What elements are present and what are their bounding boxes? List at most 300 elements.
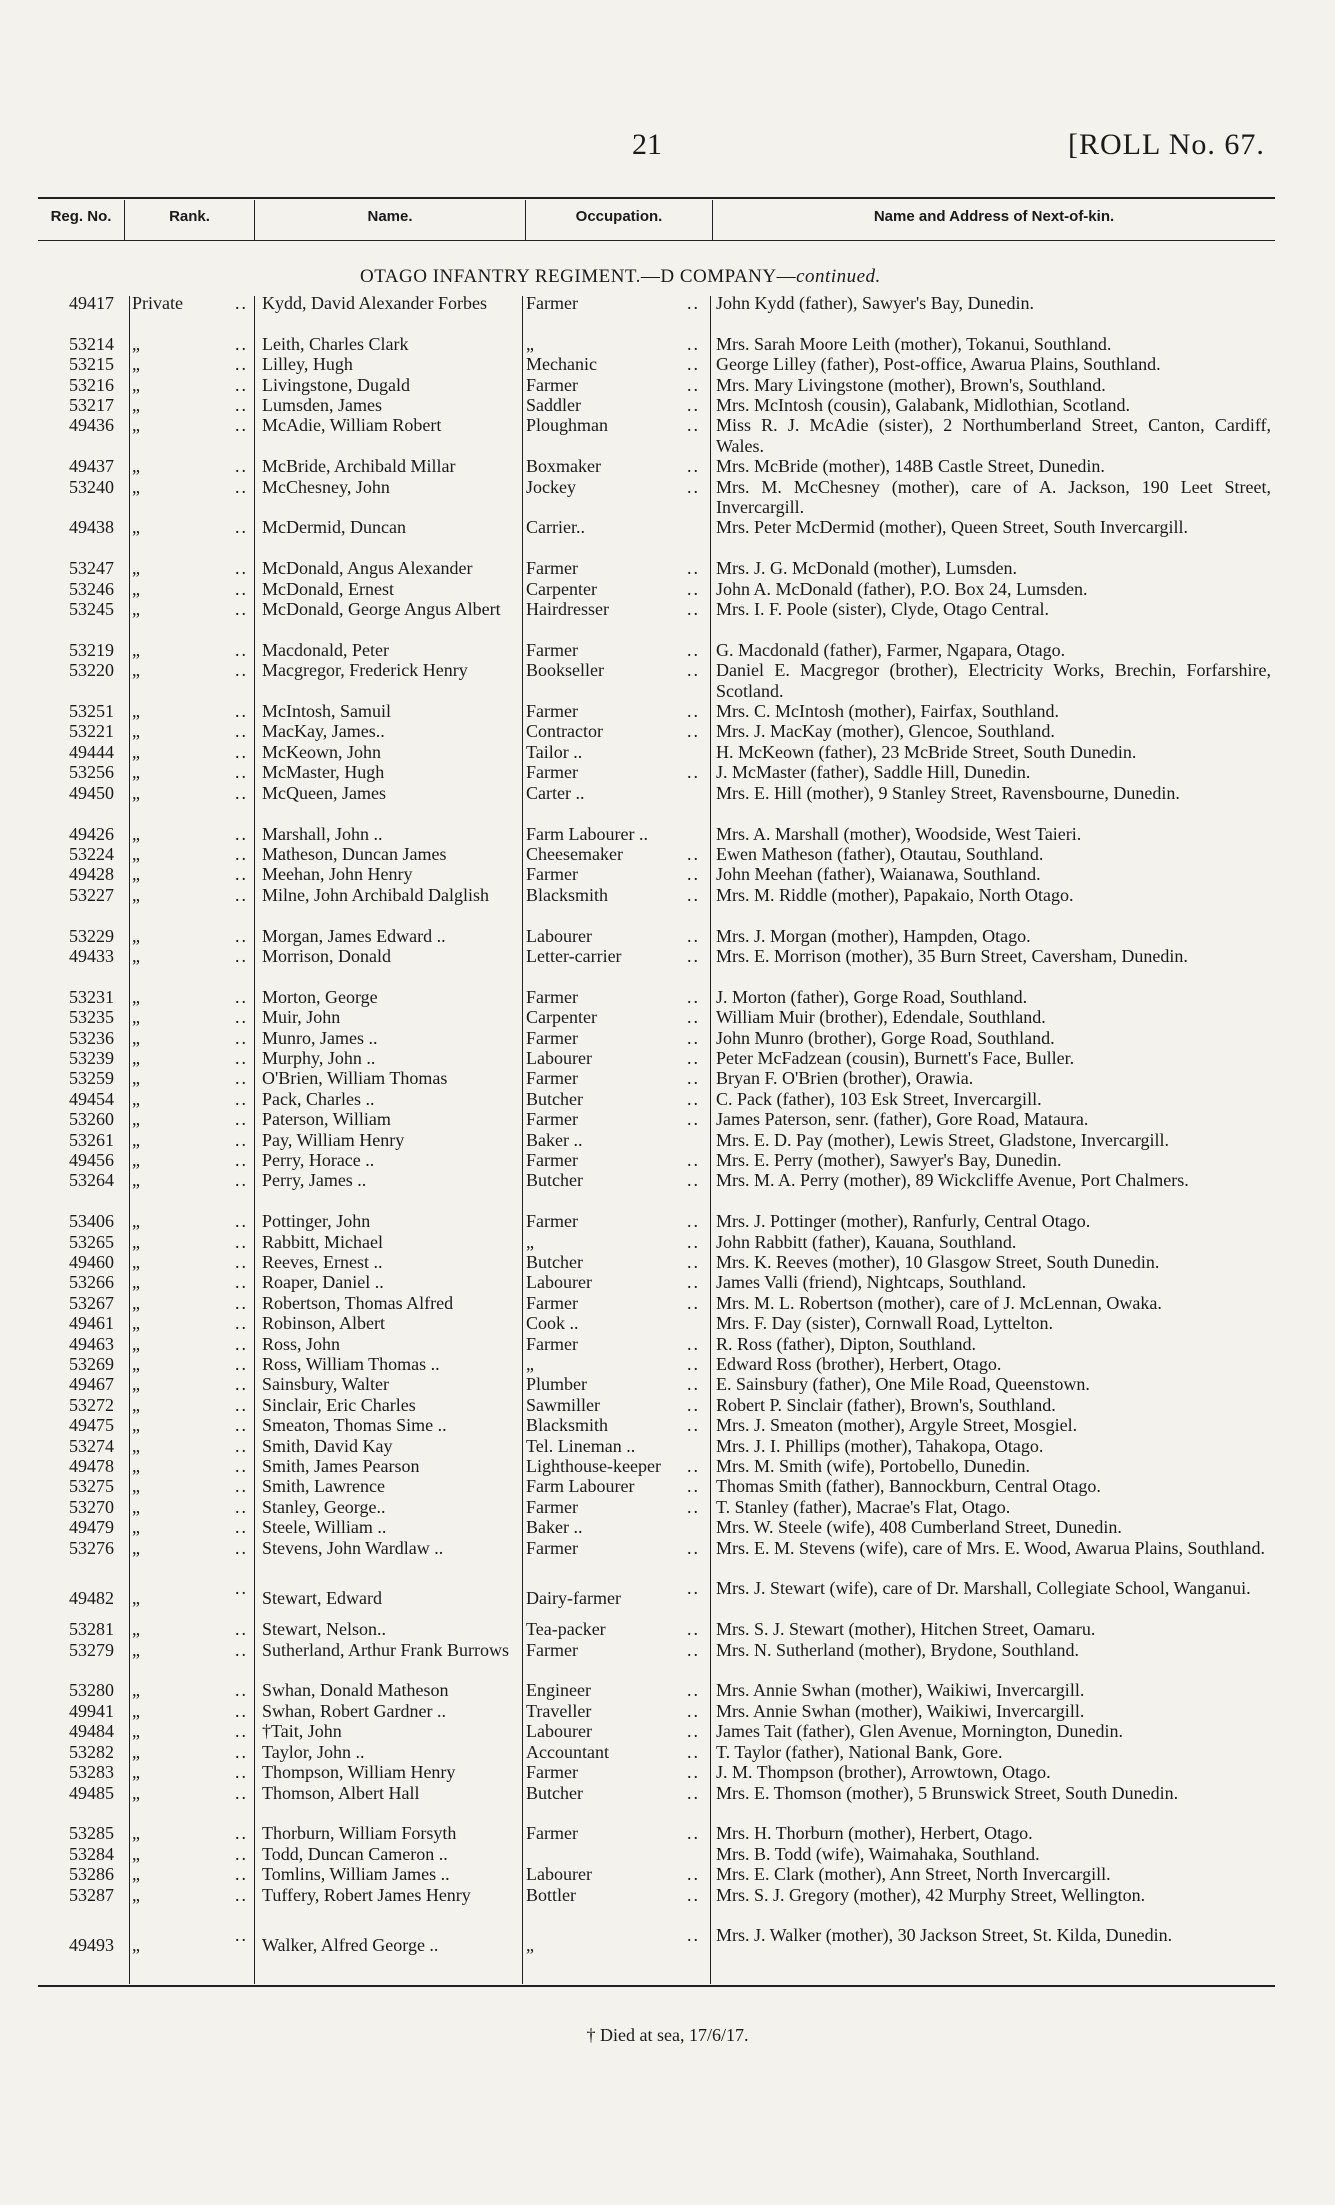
kin-cell bbox=[706, 456, 1275, 476]
kin-cell-text: Mrs. J. I. Phillips (mother), Tahakopa, Otago. bbox=[716, 1435, 1044, 1456]
table-row bbox=[38, 1007, 1275, 1027]
rank-cell bbox=[124, 293, 254, 334]
table-row bbox=[38, 375, 1275, 395]
leader-dots: .. bbox=[687, 578, 700, 599]
leader-dots: .. bbox=[235, 1925, 248, 1946]
occupation-cell bbox=[518, 1864, 706, 1884]
rank-cell-text: „ bbox=[132, 1823, 140, 1844]
rank-cell-text: „ bbox=[132, 1476, 140, 1497]
kin-cell-text: Mrs. W. Steele (wife), 408 Cumberland Street, Dunedin. bbox=[716, 1517, 1122, 1538]
rank-cell-text: „ bbox=[132, 1374, 140, 1395]
leader-dots: .. bbox=[235, 1415, 248, 1436]
kin-cell-text: C. Pack (father), 103 Esk Street, Invercargill. bbox=[716, 1088, 1042, 1109]
occupation-cell-text: Labourer bbox=[526, 1721, 592, 1742]
reg-number-cell bbox=[38, 701, 124, 721]
name-cell bbox=[254, 1925, 518, 1966]
rank-cell bbox=[124, 477, 254, 518]
occupation-cell bbox=[518, 1476, 706, 1496]
reg-number-cell bbox=[38, 1517, 124, 1537]
name-cell-text: Morrison, Donald bbox=[262, 945, 391, 966]
name-cell-text: McAdie, William Robert bbox=[262, 415, 442, 436]
col-header-reg: Reg. No. bbox=[50, 208, 112, 225]
name-cell-text: Reeves, Ernest .. bbox=[262, 1251, 383, 1272]
occupation-cell bbox=[518, 456, 706, 476]
leader-dots: .. bbox=[235, 1537, 248, 1558]
kin-cell-text: Ewen Matheson (father), Otautau, Southland. bbox=[716, 843, 1044, 864]
name-cell bbox=[254, 721, 518, 741]
rank-cell bbox=[124, 701, 254, 721]
kin-cell bbox=[706, 864, 1275, 884]
occupation-cell bbox=[518, 640, 706, 660]
occupation-cell bbox=[518, 1640, 706, 1681]
table-row bbox=[38, 701, 1275, 721]
leader-dots: .. bbox=[687, 1619, 700, 1640]
reg-number-cell bbox=[38, 1211, 124, 1231]
rank-cell bbox=[124, 1864, 254, 1884]
kin-cell bbox=[706, 1068, 1275, 1088]
occupation-cell bbox=[518, 1823, 706, 1843]
reg-number-cell bbox=[38, 1293, 124, 1313]
kin-cell-text: Mrs. H. Thorburn (mother), Herbert, Otago. bbox=[716, 1823, 1033, 1844]
reg-number-cell-text: 49433 bbox=[69, 945, 114, 966]
leader-dots: .. bbox=[235, 1578, 248, 1599]
reg-number-cell-text: 53219 bbox=[69, 639, 114, 660]
kin-cell-text: Mrs. S. J. Stewart (mother), Hitchen Street, Oamaru. bbox=[716, 1619, 1096, 1640]
rank-cell-text: „ bbox=[132, 945, 140, 966]
name-cell bbox=[254, 1170, 518, 1211]
reg-number-cell bbox=[38, 1252, 124, 1272]
occupation-cell-text: Letter-carrier bbox=[526, 945, 622, 966]
occupation-cell bbox=[518, 293, 706, 334]
leader-dots: .. bbox=[235, 741, 248, 762]
reg-number-cell bbox=[38, 1864, 124, 1884]
reg-number-cell bbox=[38, 1354, 124, 1374]
rank-cell bbox=[124, 885, 254, 926]
name-cell bbox=[254, 1354, 518, 1374]
col-header-name: Name. bbox=[367, 208, 413, 225]
rank-cell-text: „ bbox=[132, 1843, 140, 1864]
kin-cell bbox=[706, 640, 1275, 660]
rank-cell bbox=[124, 1252, 254, 1272]
bottom-rule bbox=[38, 1985, 1275, 1987]
kin-cell-text: Mrs. Mary Livingstone (mother), Brown's, Southland. bbox=[716, 374, 1106, 395]
leader-dots: .. bbox=[235, 1333, 248, 1354]
occupation-cell-text: Farmer bbox=[526, 1333, 578, 1354]
reg-number-cell bbox=[38, 1232, 124, 1252]
occupation-cell bbox=[518, 824, 706, 844]
table-row bbox=[38, 1476, 1275, 1496]
kin-cell bbox=[706, 701, 1275, 721]
leader-dots: .. bbox=[687, 1109, 700, 1130]
kin-cell-text: Mrs. Peter McDermid (mother), Queen Street, South Invercargill. bbox=[716, 517, 1189, 538]
roll-label: [ROLL No. 67. bbox=[1068, 128, 1265, 161]
kin-cell bbox=[706, 926, 1275, 946]
leader-dots: .. bbox=[235, 1517, 248, 1538]
rank-cell-text: „ bbox=[132, 1884, 140, 1905]
name-cell-text: Sinclair, Eric Charles bbox=[262, 1394, 416, 1415]
reg-number-cell-text: 53275 bbox=[69, 1476, 114, 1497]
leader-dots: .. bbox=[235, 1394, 248, 1415]
name-cell bbox=[254, 1783, 518, 1824]
leader-dots: .. bbox=[687, 415, 700, 436]
kin-cell bbox=[706, 1211, 1275, 1231]
kin-cell bbox=[706, 1578, 1275, 1619]
occupation-cell-text: Farmer bbox=[526, 864, 578, 885]
occupation-cell-text: Bookseller bbox=[526, 660, 604, 681]
reg-number-cell-text: 49461 bbox=[69, 1313, 114, 1334]
rank-cell-text: „ bbox=[132, 1700, 140, 1721]
name-cell-text: Rabbitt, Michael bbox=[262, 1231, 383, 1252]
occupation-cell bbox=[518, 1028, 706, 1048]
name-cell-text: Livingstone, Dugald bbox=[262, 374, 410, 395]
kin-cell-text: Miss R. J. McAdie (sister), 2 Northumberland Street, Canton, Cardiff, Wales. bbox=[716, 415, 1271, 456]
name-cell bbox=[254, 1721, 518, 1741]
rank-cell bbox=[124, 1742, 254, 1762]
leader-dots: .. bbox=[687, 639, 700, 660]
table-row bbox=[38, 1742, 1275, 1762]
occupation-cell-text: Butcher bbox=[526, 1251, 583, 1272]
rank-cell-text: „ bbox=[132, 1619, 140, 1640]
name-cell-text: McDermid, Duncan bbox=[262, 517, 406, 538]
leader-dots: .. bbox=[235, 660, 248, 681]
name-cell bbox=[254, 1762, 518, 1782]
name-cell-text: Pottinger, John bbox=[262, 1211, 371, 1232]
reg-number-cell bbox=[38, 1762, 124, 1782]
kin-cell bbox=[706, 1354, 1275, 1374]
leader-dots: .. bbox=[235, 1129, 248, 1150]
table-row bbox=[38, 1578, 1275, 1619]
reg-number-cell-text: 53280 bbox=[69, 1680, 114, 1701]
name-cell-text: Matheson, Duncan James bbox=[262, 843, 447, 864]
table-row bbox=[38, 987, 1275, 1007]
name-cell bbox=[254, 1578, 518, 1619]
reg-number-cell-text: 49437 bbox=[69, 456, 114, 477]
kin-cell-text: J. M. Thompson (brother), Arrowtown, Otago. bbox=[716, 1762, 1051, 1783]
occupation-cell-text: Carpenter bbox=[526, 578, 597, 599]
leader-dots: .. bbox=[687, 1354, 700, 1375]
occupation-cell-text: Tailor .. bbox=[526, 741, 583, 762]
name-cell-text: Robertson, Thomas Alfred bbox=[262, 1292, 454, 1313]
table-row bbox=[38, 456, 1275, 476]
leader-dots: .. bbox=[687, 1088, 700, 1109]
rank-cell-text: „ bbox=[132, 395, 140, 416]
kin-cell bbox=[706, 1476, 1275, 1496]
rank-cell bbox=[124, 1374, 254, 1394]
occupation-cell-text: Carpenter bbox=[526, 1007, 597, 1028]
name-cell bbox=[254, 1415, 518, 1435]
rank-cell bbox=[124, 1415, 254, 1435]
kin-cell bbox=[706, 334, 1275, 354]
name-cell-text: McIntosh, Samuil bbox=[262, 701, 391, 722]
occupation-cell bbox=[518, 1619, 706, 1639]
leader-dots: .. bbox=[687, 1537, 700, 1558]
name-cell-text: Lilley, Hugh bbox=[262, 354, 353, 375]
name-cell-text: Pack, Charles .. bbox=[262, 1088, 375, 1109]
reg-number-cell-text: 53265 bbox=[69, 1231, 114, 1252]
occupation-cell-text: Labourer bbox=[526, 925, 592, 946]
kin-cell-text: E. Sainsbury (father), One Mile Road, Queenstown. bbox=[716, 1374, 1090, 1395]
kin-cell-text: T. Taylor (father), National Bank, Gore. bbox=[716, 1741, 1003, 1762]
reg-number-cell-text: 53264 bbox=[69, 1170, 114, 1191]
occupation-cell-text: Farmer bbox=[526, 1537, 578, 1558]
leader-dots: .. bbox=[235, 1639, 248, 1660]
name-cell-text: Stevens, John Wardlaw .. bbox=[262, 1537, 444, 1558]
kin-cell-text: Mrs. E. Hill (mother), 9 Stanley Street, Ravensbourne, Dunedin. bbox=[716, 782, 1180, 803]
kin-cell bbox=[706, 375, 1275, 395]
occupation-cell bbox=[518, 1415, 706, 1435]
name-cell-text: Ross, John bbox=[262, 1333, 341, 1354]
occupation-cell-text: Saddler bbox=[526, 395, 581, 416]
leader-dots: .. bbox=[687, 1782, 700, 1803]
name-cell bbox=[254, 1007, 518, 1027]
occupation-cell-text: Lighthouse-keeper bbox=[526, 1456, 661, 1477]
kin-cell bbox=[706, 946, 1275, 987]
leader-dots: .. bbox=[687, 395, 700, 416]
name-cell-text: Swhan, Robert Gardner .. bbox=[262, 1700, 446, 1721]
occupation-cell bbox=[518, 1232, 706, 1252]
occupation-cell-text: Plumber bbox=[526, 1374, 587, 1395]
kin-cell-text: George Lilley (father), Post-office, Awarua Plains, Southland. bbox=[716, 354, 1161, 375]
rank-cell bbox=[124, 517, 254, 558]
table-row bbox=[38, 517, 1275, 558]
reg-number-cell-text: 53214 bbox=[69, 333, 114, 354]
name-cell bbox=[254, 1456, 518, 1476]
rank-cell bbox=[124, 1844, 254, 1864]
leader-dots: .. bbox=[687, 701, 700, 722]
rank-cell bbox=[124, 926, 254, 946]
name-cell bbox=[254, 1109, 518, 1129]
occupation-cell-text: Farmer bbox=[526, 1762, 578, 1783]
kin-cell bbox=[706, 1007, 1275, 1027]
table-row bbox=[38, 1211, 1275, 1231]
name-cell bbox=[254, 375, 518, 395]
reg-number-cell bbox=[38, 1578, 124, 1619]
reg-number-cell bbox=[38, 334, 124, 354]
kin-cell-text: Mrs. C. McIntosh (mother), Fairfax, Southland. bbox=[716, 701, 1059, 722]
rank-cell bbox=[124, 1721, 254, 1741]
table-row bbox=[38, 885, 1275, 926]
name-cell bbox=[254, 1701, 518, 1721]
rank-cell bbox=[124, 395, 254, 415]
leader-dots: .. bbox=[235, 1456, 248, 1477]
occupation-cell-text: Farmer bbox=[526, 701, 578, 722]
rank-cell bbox=[124, 375, 254, 395]
table-row bbox=[38, 1028, 1275, 1048]
kin-cell bbox=[706, 599, 1275, 640]
occupation-cell-text: Traveller bbox=[526, 1700, 592, 1721]
kin-cell-text: John A. McDonald (father), P.O. Box 24, Lumsden. bbox=[716, 578, 1088, 599]
table-row bbox=[38, 742, 1275, 762]
reg-number-cell-text: 53216 bbox=[69, 374, 114, 395]
kin-cell-text: John Kydd (father), Sawyer's Bay, Dunedin. bbox=[716, 293, 1035, 313]
leader-dots: .. bbox=[687, 1721, 700, 1742]
leader-dots: .. bbox=[235, 1762, 248, 1783]
name-cell-text: Swhan, Donald Matheson bbox=[262, 1680, 449, 1701]
rank-cell-text: „ bbox=[132, 1741, 140, 1762]
rank-cell-text: „ bbox=[132, 639, 140, 660]
reg-number-cell bbox=[38, 1068, 124, 1088]
name-cell-text: Milne, John Archibald Dalglish bbox=[262, 884, 489, 905]
kin-cell-text: J. Morton (father), Gorge Road, Southland. bbox=[716, 986, 1028, 1007]
rank-cell bbox=[124, 558, 254, 578]
roll-table bbox=[38, 293, 1275, 1966]
rank-cell bbox=[124, 1130, 254, 1150]
occupation-cell bbox=[518, 1068, 706, 1088]
rank-cell bbox=[124, 1272, 254, 1292]
leader-dots: .. bbox=[687, 1884, 700, 1905]
leader-dots: .. bbox=[687, 293, 700, 313]
reg-number-cell-text: 53231 bbox=[69, 986, 114, 1007]
rank-cell bbox=[124, 1456, 254, 1476]
reg-number-cell-text: 53279 bbox=[69, 1639, 114, 1660]
rank-cell-text: „ bbox=[132, 1129, 140, 1150]
rank-cell-text: „ bbox=[132, 456, 140, 477]
leader-dots: .. bbox=[235, 884, 248, 905]
name-cell-text: Murphy, John .. bbox=[262, 1047, 376, 1068]
rank-cell bbox=[124, 1313, 254, 1333]
occupation-cell-text: Carrier.. bbox=[526, 517, 585, 538]
reg-number-cell bbox=[38, 1415, 124, 1435]
name-cell bbox=[254, 395, 518, 415]
rank-cell-text: „ bbox=[132, 1721, 140, 1742]
table-row bbox=[38, 1130, 1275, 1150]
rank-cell bbox=[124, 415, 254, 456]
leader-dots: .. bbox=[235, 395, 248, 416]
rank-cell-text: „ bbox=[132, 1251, 140, 1272]
rank-cell bbox=[124, 1109, 254, 1129]
occupation-cell-text: Farmer bbox=[526, 1823, 578, 1844]
table-row bbox=[38, 415, 1275, 456]
occupation-cell bbox=[518, 1456, 706, 1476]
reg-number-cell bbox=[38, 354, 124, 374]
table-row bbox=[38, 1762, 1275, 1782]
rank-cell-text: „ bbox=[132, 721, 140, 742]
leader-dots: .. bbox=[235, 1354, 248, 1375]
reg-number-cell-text: 49478 bbox=[69, 1456, 114, 1477]
kin-cell-text: Mrs. E. Morrison (mother), 35 Burn Street, Caversham, Dunedin. bbox=[716, 945, 1188, 966]
rank-cell-text: „ bbox=[132, 1088, 140, 1109]
kin-cell-text: Bryan F. O'Brien (brother), Orawia. bbox=[716, 1068, 974, 1089]
kin-cell bbox=[706, 824, 1275, 844]
name-cell-text: Thompson, William Henry bbox=[262, 1762, 456, 1783]
occupation-cell-text: Blacksmith bbox=[526, 1415, 608, 1436]
kin-cell-text: Mrs. E. Perry (mother), Sawyer's Bay, Dunedin. bbox=[716, 1149, 1062, 1170]
rank-cell-text: „ bbox=[132, 1149, 140, 1170]
occupation-cell-text: Blacksmith bbox=[526, 884, 608, 905]
name-cell bbox=[254, 1619, 518, 1639]
occupation-cell-text: Tea-packer bbox=[526, 1619, 606, 1640]
name-cell-text: McMaster, Hugh bbox=[262, 762, 385, 783]
table-row bbox=[38, 844, 1275, 864]
name-cell bbox=[254, 1150, 518, 1170]
reg-number-cell-text: 53256 bbox=[69, 762, 114, 783]
occupation-cell bbox=[518, 599, 706, 640]
leader-dots: .. bbox=[687, 456, 700, 477]
reg-number-cell-text: 53245 bbox=[69, 599, 114, 620]
kin-cell bbox=[706, 395, 1275, 415]
name-cell bbox=[254, 1313, 518, 1333]
name-cell-text: Perry, James .. bbox=[262, 1170, 367, 1191]
leader-dots: .. bbox=[235, 1619, 248, 1640]
reg-number-cell-text: 53235 bbox=[69, 1007, 114, 1028]
leader-dots: .. bbox=[235, 1149, 248, 1170]
leader-dots: .. bbox=[687, 1456, 700, 1477]
occupation-cell-text: Tel. Lineman .. bbox=[526, 1435, 636, 1456]
kin-cell bbox=[706, 477, 1275, 518]
section-continued: continued. bbox=[796, 266, 881, 287]
name-cell-text: Tomlins, William James .. bbox=[262, 1864, 450, 1885]
top-rule bbox=[38, 197, 1275, 199]
occupation-cell-text: Farmer bbox=[526, 1068, 578, 1089]
table-row bbox=[38, 1783, 1275, 1824]
occupation-cell bbox=[518, 885, 706, 926]
leader-dots: .. bbox=[235, 1435, 248, 1456]
occupation-cell bbox=[518, 1925, 706, 1966]
name-cell bbox=[254, 1640, 518, 1681]
name-cell-text: Pay, William Henry bbox=[262, 1129, 405, 1150]
reg-number-cell bbox=[38, 1028, 124, 1048]
name-cell bbox=[254, 762, 518, 782]
leader-dots: .. bbox=[687, 986, 700, 1007]
name-cell-text: Steele, William .. bbox=[262, 1517, 387, 1538]
name-cell bbox=[254, 415, 518, 456]
reg-number-cell-text: 49463 bbox=[69, 1333, 114, 1354]
leader-dots: .. bbox=[687, 1272, 700, 1293]
rank-cell-text: „ bbox=[132, 884, 140, 905]
kin-cell-text: John Meehan (father), Waianawa, Southland. bbox=[716, 864, 1041, 885]
rank-cell-text: „ bbox=[132, 1007, 140, 1028]
leader-dots: .. bbox=[235, 1047, 248, 1068]
reg-number-cell bbox=[38, 762, 124, 782]
name-cell bbox=[254, 742, 518, 762]
kin-cell-text: Mrs. Annie Swhan (mother), Waikiwi, Invercargill. bbox=[716, 1700, 1085, 1721]
name-cell bbox=[254, 1680, 518, 1700]
name-cell bbox=[254, 640, 518, 660]
kin-cell-text: Mrs. E. D. Pay (mother), Lewis Street, Gladstone, Invercargill. bbox=[716, 1129, 1170, 1150]
kin-cell bbox=[706, 517, 1275, 558]
rank-cell-text: „ bbox=[132, 476, 140, 497]
kin-cell-text: Mrs. M. Smith (wife), Portobello, Dunedin. bbox=[716, 1456, 1030, 1477]
occupation-cell-text: Dairy-farmer bbox=[526, 1588, 621, 1609]
leader-dots: .. bbox=[687, 1925, 700, 1946]
rank-cell bbox=[124, 1619, 254, 1639]
reg-number-cell-text: 49428 bbox=[69, 864, 114, 885]
reg-number-cell bbox=[38, 579, 124, 599]
occupation-cell-text: Butcher bbox=[526, 1782, 583, 1803]
leader-dots: .. bbox=[235, 578, 248, 599]
name-cell bbox=[254, 1538, 518, 1579]
rank-cell-text: „ bbox=[132, 1027, 140, 1048]
name-cell bbox=[254, 1823, 518, 1843]
reg-number-cell-text: 53269 bbox=[69, 1354, 114, 1375]
table-row bbox=[38, 334, 1275, 354]
name-cell bbox=[254, 456, 518, 476]
name-cell-text: Kydd, David Alexander Forbes bbox=[262, 293, 487, 313]
occupation-cell bbox=[518, 415, 706, 456]
kin-cell bbox=[706, 1762, 1275, 1782]
occupation-cell bbox=[518, 1130, 706, 1150]
reg-number-cell bbox=[38, 1925, 124, 1966]
name-cell-text: Smith, David Kay bbox=[262, 1435, 393, 1456]
occupation-cell bbox=[518, 1334, 706, 1354]
occupation-cell-text: Bottler bbox=[526, 1884, 576, 1905]
table-row bbox=[38, 599, 1275, 640]
occupation-cell-text: Labourer bbox=[526, 1864, 592, 1885]
leader-dots: .. bbox=[235, 945, 248, 966]
rank-cell bbox=[124, 1028, 254, 1048]
kin-cell bbox=[706, 1823, 1275, 1843]
leader-dots: .. bbox=[687, 1047, 700, 1068]
